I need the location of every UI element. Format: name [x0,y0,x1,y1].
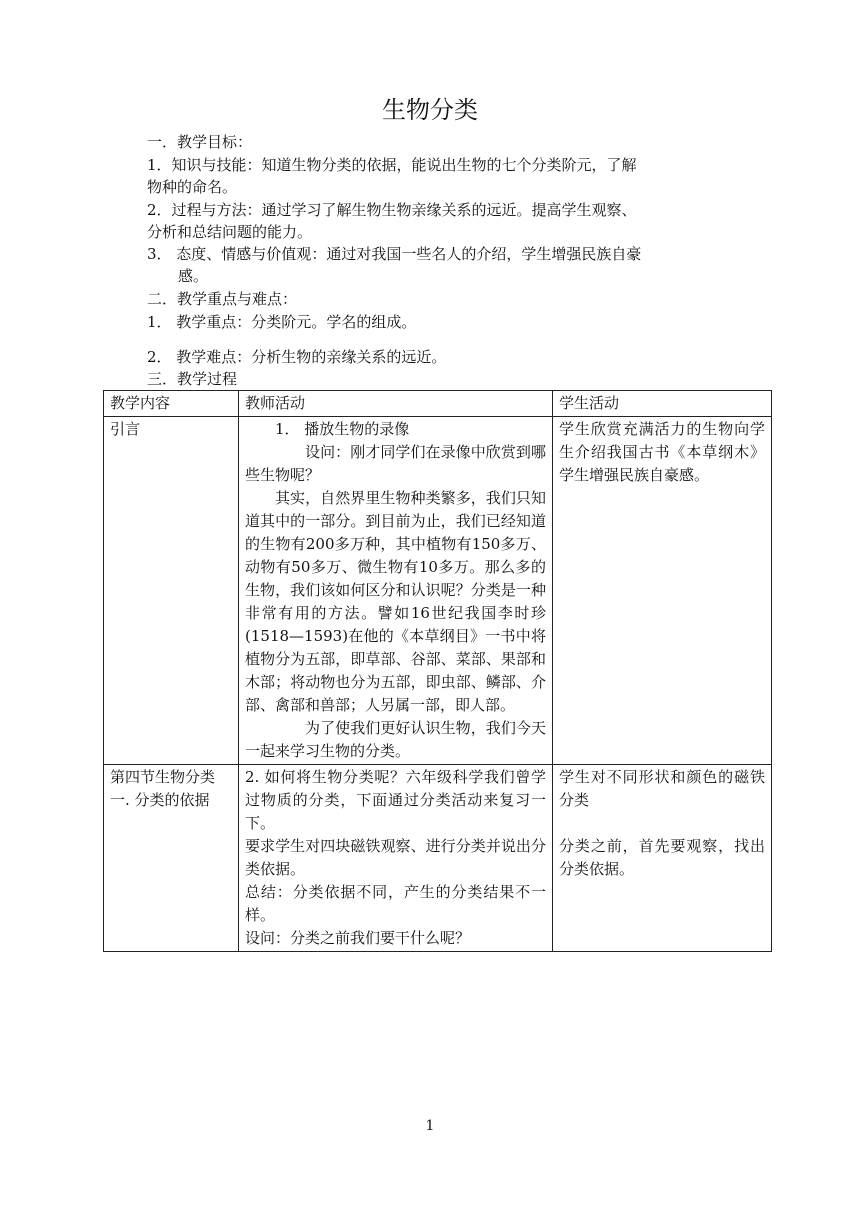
row2-content-2: 一. 分类的依据 [110,791,210,809]
row1-teacher-p4: 为了使我们更好认识生物，我们今天一起来学习生物的分类。 [245,719,546,760]
row2-teacher-cell [239,765,553,952]
header-cell-content: 教学内容 [104,391,239,417]
row2-teacher-p2: 要求学生对四块磁铁观察、进行分类并说出分类依据。 [245,837,546,878]
row1-content-cell [104,417,239,765]
row2-teacher-p3: 总结：分类依据不同，产生的分类结果不一样。 [245,883,546,924]
objective-3-line-1: 3． 态度、情感与价值观：通过对我国一些名人的介绍，学生增强民族自豪 [147,245,642,263]
row2-student-p1: 学生对不同形状和颜色的磁铁分类 [559,768,765,809]
objective-1-line-1: 1．知识与技能：知道生物分类的依据，能说出生物的七个分类阶元，了解 [147,156,637,174]
row1-teacher-p3: 其实，自然界里生物种类繁多，我们只知道其中的一部分。到目前为止，我们已经知道的生物有200多万种，其中植物有150多万、动物有50多万、微生物有10多万。那么多的生物，我们该如何区分和认识呢？分类是一种非常有用的方法。譬如16世纪我国李时珍(1518—1593)在他的《本草纲目》一书中将植物分为五部，即草部、谷部、菜部、果部和木部；将动物也分为五部，即虫部、鳞部、介部、禽部和兽部；人另属一部，即人部。 [245,489,546,714]
row2-student-cell [553,765,772,952]
header-cell-student: 学生活动 [553,391,772,417]
page-title: 生物分类 [382,96,478,124]
row1-teacher-p1: 1． 播放生物的录像 [275,420,410,438]
objectives-heading: 一．教学目标： [147,133,253,151]
table-row [104,765,772,952]
key-points-heading: 二．教学重点与难点： [147,290,298,308]
row1-content: 引言 [110,420,141,438]
objective-2-line-2: 分析和总结问题的能力。 [147,223,313,241]
process-heading: 三．教学过程 [147,370,238,388]
row2-student-spacer [559,812,765,835]
objective-1-line-2: 物种的命名。 [147,178,238,196]
row1-student: 学生欣赏充满活力的生物向学生介绍我国古书《本草纲木》学生增强民族自豪感。 [559,420,765,484]
key-point-1: 1． 教学重点：分类阶元。学名的组成。 [147,313,417,331]
objective-3-line-2: 感。 [178,267,209,285]
header-cell-teacher: 教师活动 [239,391,553,417]
row1-student-cell [553,417,772,765]
page-number: 1 [425,1118,435,1134]
row2-student-p2: 分类之前，首先要观察，找出分类依据。 [559,837,765,878]
lesson-table [103,390,772,952]
row2-content-cell [104,765,239,952]
row2-teacher-p1: 2. 如何将生物分类呢？六年级科学我们曾学过物质的分类，下面通过分类活动来复习一下。 [245,768,546,832]
table-row [104,417,772,765]
table-header-row [104,391,772,417]
row2-content-1: 第四节生物分类 [110,768,216,786]
row1-teacher-cell [239,417,553,765]
row2-teacher-p4: 设问：分类之前我们要干什么呢？ [245,929,471,947]
row1-teacher-p2: 设问：刚才同学们在录像中欣赏到哪些生物呢？ [245,443,546,484]
key-point-2: 2． 教学难点：分析生物的亲缘关系的远近。 [147,348,447,366]
objective-2-line-1: 2．过程与方法：通过学习了解生物生物亲缘关系的远近。提高学生观察、 [147,201,637,219]
